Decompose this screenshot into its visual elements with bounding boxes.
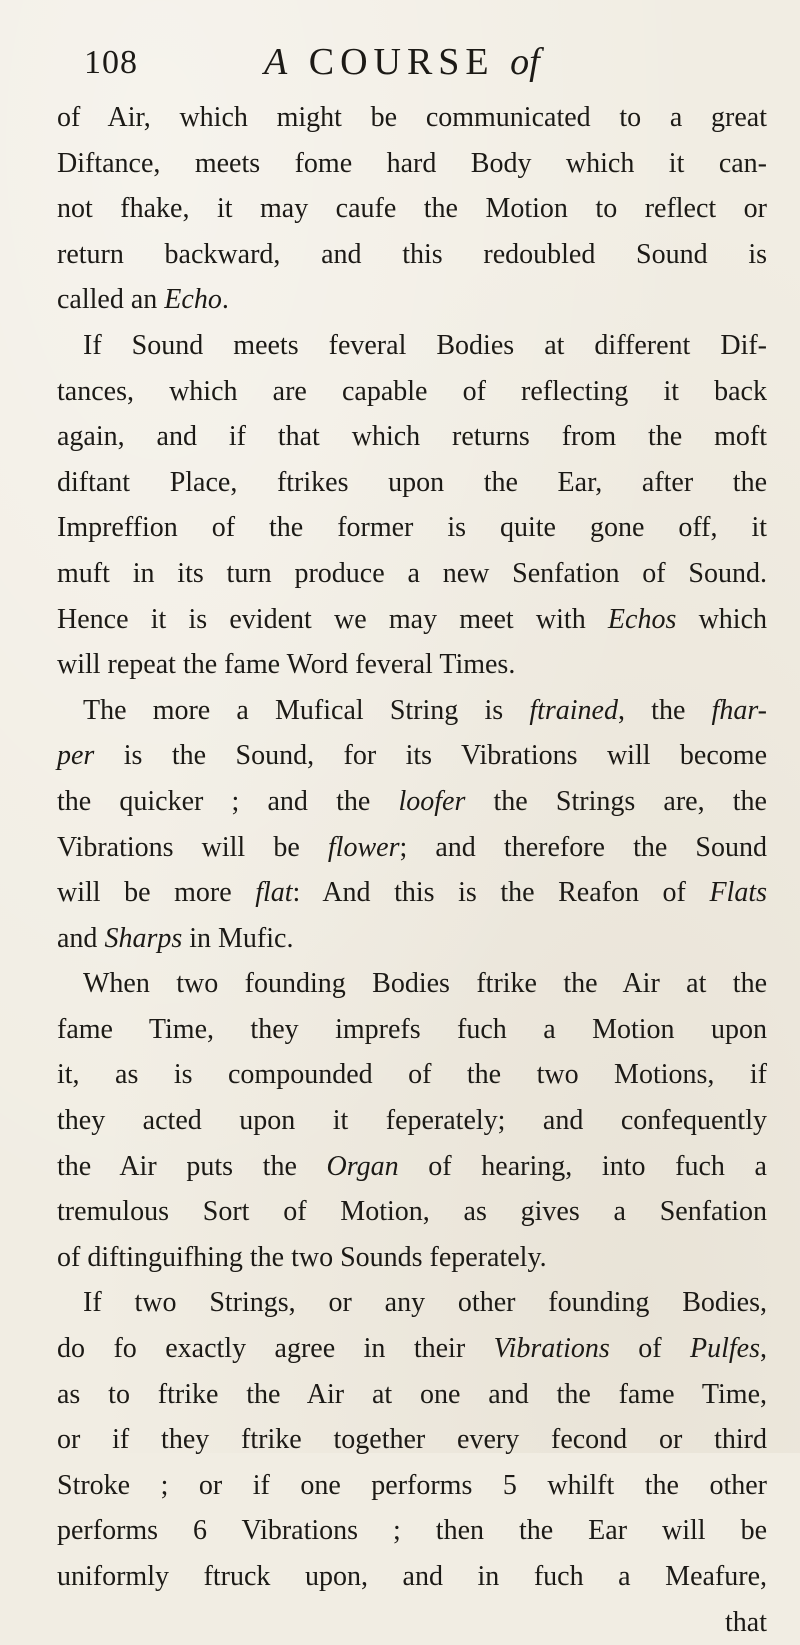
text-run: tremulous Sort of Motion, as gives a Senfation [57,1196,767,1228]
text-run: will be more [57,877,256,909]
text-run: as to ftrike the Air at one and the fame Time, [57,1378,767,1410]
body-text [57,95,767,1645]
italic-text: ftrained [529,694,618,726]
italic-text: Echo [164,284,222,316]
text-line [57,460,767,506]
text-line [57,1508,767,1554]
text-run: it, as is compounded of the two Motions, if [57,1059,767,1091]
text-line [57,870,767,916]
text-line [57,323,767,369]
text-line [57,95,767,141]
italic-text: Echos [607,603,677,635]
text-run: ; and therefore the Sound [399,831,767,863]
italic-text: Sharps [104,922,183,954]
text-run: do fo exactly agree in their [57,1333,494,1365]
text-run: Vibrations will be [57,831,328,863]
text-run: of hearing, into fuch a [398,1150,767,1182]
text-run: return backward, and this redoubled Sound is [57,238,767,270]
text-run: , [759,1333,767,1365]
text-line [57,779,767,825]
text-run: the quicker ; and the [57,785,399,817]
italic-text: loofer [398,785,466,817]
text-run: and [57,922,105,954]
running-head-course: COURSE [308,41,495,83]
text-line [57,1463,767,1509]
page-header [84,40,740,84]
text-line [57,1007,767,1053]
text-line [57,1235,767,1281]
text-line [57,688,767,734]
text-run: called an [57,284,165,316]
text-line [57,642,767,688]
italic-text: flat [255,877,293,909]
text-line [57,141,767,187]
text-line [57,1052,767,1098]
italic-text: Organ [326,1150,399,1182]
text-run: of Air, which might be communicated to a great [57,102,767,133]
text-run: . [221,284,229,316]
running-head-of: of [510,41,540,83]
italic-text: flower [327,831,400,863]
text-line [57,1144,767,1190]
italic-text: Vibrations [493,1333,610,1365]
text-line [57,186,767,232]
italic-text: per [57,740,95,772]
text-run: the Air puts the [57,1150,327,1182]
italic-text: Pulfes [689,1333,760,1365]
text-run: If Sound meets feveral Bodies at different Dif- [83,329,767,361]
text-run: is the Sound, for its Vibrations will become [94,740,767,772]
text-run: of [609,1333,690,1365]
text-line [57,551,767,597]
text-line [57,1189,767,1235]
text-line [57,1372,767,1418]
text-run: Impreffion of the former is quite gone off, it [57,512,767,544]
text-run: in Mufic. [182,922,294,954]
text-run: Stroke ; or if one performs 5 whilft the other [57,1469,767,1501]
text-run: muft in its turn produce a new Senfation of Sound. [57,557,767,589]
text-run: When two founding Bodies ftrike the Air at the [83,968,767,1000]
text-run: tances, which are capable of reflecting it back [57,375,767,407]
text-line [57,1098,767,1144]
text-line [57,733,767,779]
text-line [57,1280,767,1326]
italic-text: Flats [709,877,767,909]
text-line [57,1417,767,1463]
text-run: which [676,603,768,635]
text-run: they acted upon it feperately; and confequently [57,1105,767,1137]
running-head-a: A [264,41,294,83]
text-run: will repeat the fame Word feveral Times. [57,649,516,681]
text-line [57,1554,767,1600]
text-line [57,961,767,1007]
text-run: the Strings are, the [465,785,767,817]
text-run: : And this is the Reafon of [292,877,710,909]
text-run: Hence it is evident we may meet with [57,603,608,635]
italic-text: fhar- [711,694,767,726]
text-run: diftant Place, ftrikes upon the Ear, after the [57,466,767,498]
text-line [57,277,767,323]
text-line [57,369,767,415]
text-run: Diftance, meets fome hard Body which it can- [57,147,767,179]
text-run: of diftinguifhing the two Sounds feperately. [57,1241,547,1273]
text-line [57,505,767,551]
text-line [57,414,767,460]
text-run: , the [617,694,712,726]
text-line [57,597,767,643]
page-number: 108 [84,44,138,81]
catchword: that [725,1606,767,1638]
text-line [57,916,767,962]
text-run: again, and if that which returns from the moft [57,421,767,453]
text-run: uniformly ftruck upon, and in fuch a Meafure, [57,1561,767,1592]
text-run: fame Time, they imprefs fuch a Motion upon [57,1013,767,1045]
text-line [57,232,767,278]
text-line [57,825,767,871]
text-run: or if they ftrike together every fecond or third [57,1424,767,1456]
text-run: If two Strings, or any other founding Bodies, [83,1287,767,1319]
text-run: The more a Mufical String is [83,694,530,726]
text-line [57,1326,767,1372]
running-head [264,40,540,84]
text-run: not fhake, it may caufe the Motion to reflect or [57,193,767,225]
text-run: performs 6 Vibrations ; then the Ear will be [57,1515,767,1547]
